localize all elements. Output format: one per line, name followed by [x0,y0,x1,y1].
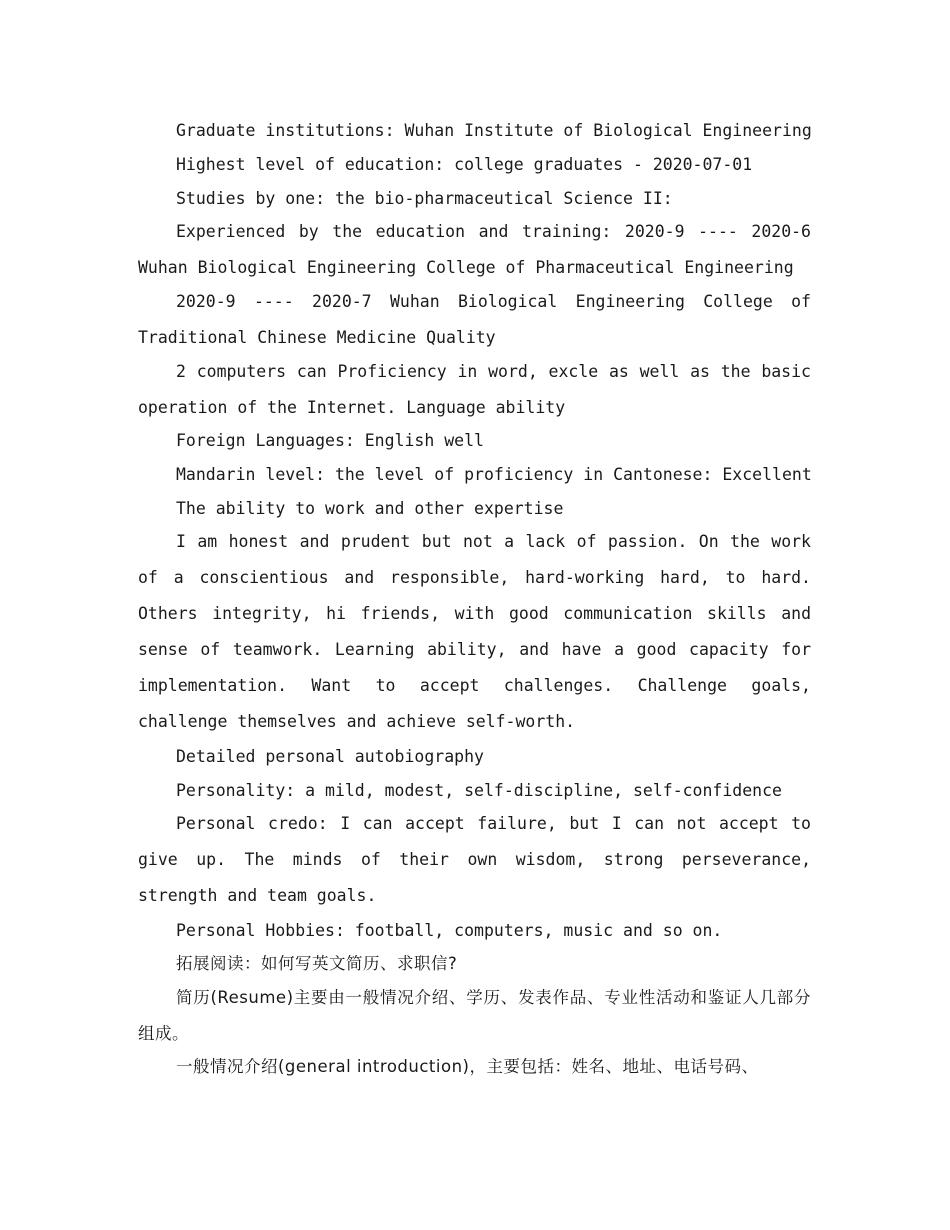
paragraph-personality: Personality: a mild, modest, self-discipline, self-confidence [176,781,782,800]
paragraph-graduate-institutions: Graduate institutions: Wuhan Institute of Biological Engineering [176,121,812,140]
paragraph-education-training: Experienced by the education and training: 2020-9 ---- 2020-6 Wuhan Biological Engineering College of Pharmaceutical Engineering [138,222,811,277]
heading-work-ability: The ability to work and other expertise [176,499,564,518]
paragraph-education-level: Highest level of education: college graduates - 2020-07-01 [176,155,753,174]
paragraph-general-introduction: 一般情况介绍(general introduction)，主要包括：姓名、地址、电话号码、 [176,1057,759,1076]
paragraph-resume-composition: 简历(Resume)主要由一般情况介绍、学历、发表作品、专业性活动和鉴证人几部分组成。 [138,988,811,1043]
paragraph-self-evaluation: I am honest and prudent but not a lack of passion. On the work of a conscientious and responsible, hard-working hard, to hard. Others integrity, hi friends, with good communication skills and sense of teamwork. Learning ability, and have a good capacity for implementation. Want to accept challenges. Challenge goals, challenge themselves and achieve self-worth. [138,532,811,731]
paragraph-foreign-languages: Foreign Languages: English well [176,431,484,450]
heading-autobiography: Detailed personal autobiography [176,747,484,766]
heading-extended-reading: 拓展阅读：如何写英文简历、求职信? [176,954,458,973]
paragraph-studies: Studies by one: the bio-pharmaceutical Science II: [176,189,673,208]
paragraph-personal-credo: Personal credo: I can accept failure, but I can not accept to give up. The minds of their own wisdom, strong perseverance, strength and team goals. [138,814,811,905]
paragraph-hobbies: Personal Hobbies: football, computers, music and so on. [176,921,723,940]
paragraph-mandarin-level: Mandarin level: the level of proficiency in Cantonese: Excellent [176,465,812,484]
paragraph-computer-skills: 2 computers can Proficiency in word, excle as well as the basic operation of the Internet. Language ability [138,362,811,417]
paragraph-education-period-2: 2020-9 ---- 2020-7 Wuhan Biological Engineering College of Traditional Chinese Medicine Quality [138,292,811,347]
